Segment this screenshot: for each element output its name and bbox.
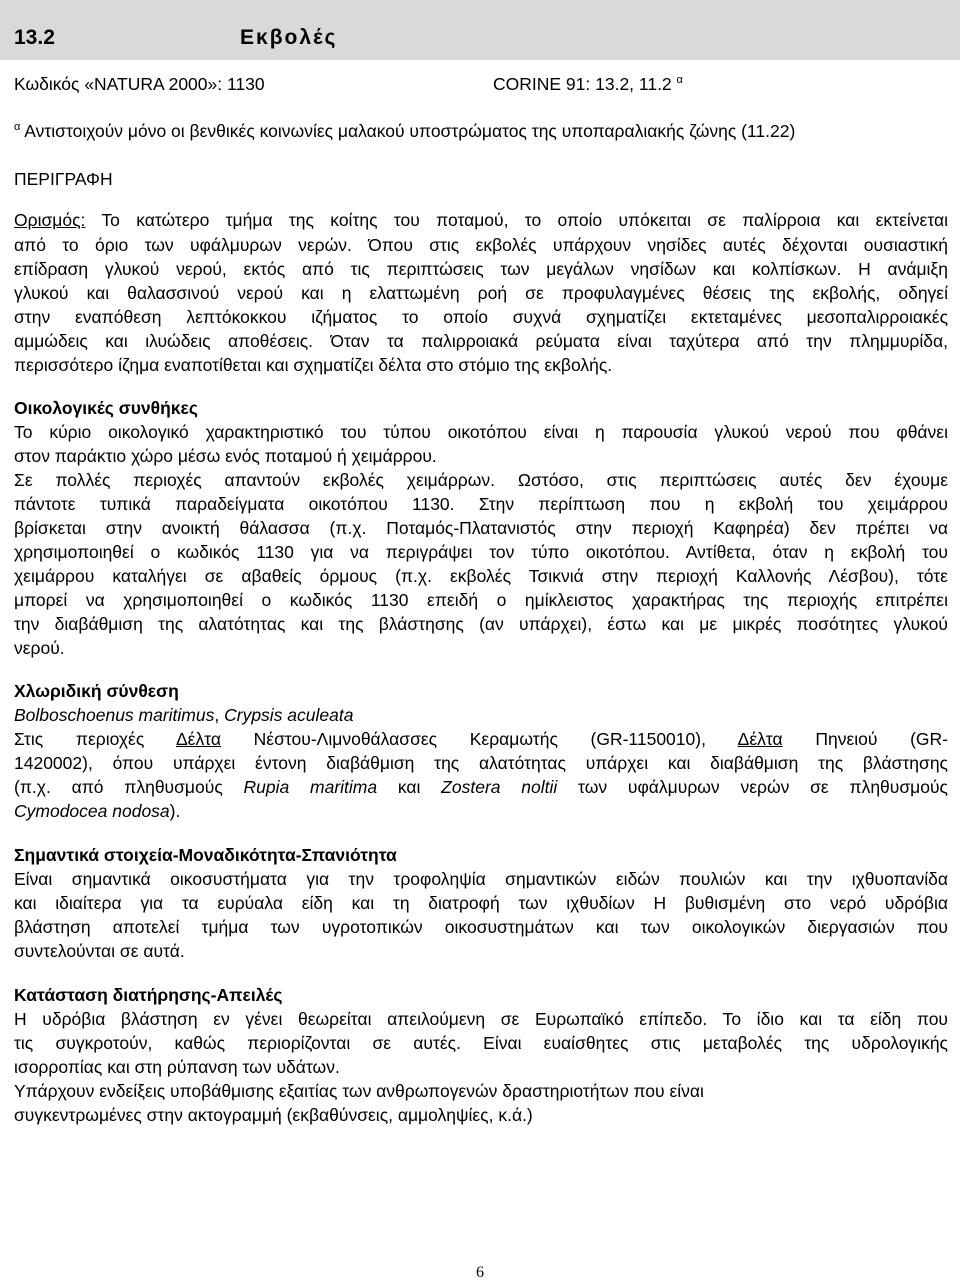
description-line: από το όριο των υφάλμυρων νερών. Όπου στις εκβολές υπάρχουν νησίδες αυτές δέχονται ουσιαστική [14, 235, 948, 255]
description-heading: ΠΕΡΙΓΡΑΦΗ [14, 169, 113, 189]
conservation-line: ισορροπίας και στη ρύπανση των υδάτων. [14, 1057, 340, 1077]
page-number: 6 [476, 1264, 484, 1281]
natura-code: Κωδικός «NATURA 2000»: 1130 [14, 74, 265, 94]
corine-superscript: α [676, 74, 683, 86]
definition-label: Ορισμός: [14, 210, 86, 230]
conservation-heading: Κατάσταση διατήρησης-Απειλές [14, 985, 283, 1005]
significance-line: συντελούνται σε αυτά. [14, 941, 185, 961]
description-line: Ορισμός: Το κατώτερο τμήμα της κοίτης του ποταμού, το οποίο υπόκειται σε παλίρροια και εκτείνεται [14, 210, 948, 230]
species-name: Rupia maritima [243, 777, 378, 797]
significance-heading: Σημαντικά στοιχεία-Μοναδικότητα-Σπανιότητα [14, 845, 397, 865]
flora-line: 1420002), όπου υπάρχει έντονη διαβάθμιση της αλατότητας υπάρχει και διαβάθμιση της βλάστησης [14, 753, 948, 773]
species-name: Crypsis aculeata [224, 705, 354, 725]
ecology-line: Το κύριο οικολογικό χαρακτηριστικό του τύπου οικοτόπου είναι η παρουσία γλυκού νερού που φθάνει [14, 422, 948, 442]
ecology-heading: Οικολογικές συνθήκες [14, 398, 198, 418]
conservation-line: συγκεντρωμένες στην ακτογραμμή (εκβαθύνσεις, αμμοληψίες, κ.ά.) [14, 1105, 533, 1125]
conservation-line: τις συγκροτούν, καθώς περιορίζονται σε αυτές. Είναι ευαίσθητες στις μεταβολές της υδρολογικής [14, 1033, 948, 1053]
section-number: 13.2 [14, 26, 55, 49]
delta-link-text: Δέλτα [175, 729, 221, 749]
delta-link-text: Δέλτα [737, 729, 783, 749]
flora-line: Cymodocea nodosa). [14, 801, 181, 821]
species-name: Zostera noltii [441, 777, 558, 797]
significance-line: βλάστηση αποτελεί τμήμα των υγροτοπικών οικοσυστημάτων και των οικολογικών διεργασιών που [14, 917, 948, 937]
species-name: Bolboschoenus maritimus [14, 705, 215, 725]
description-line: γλυκού και θαλασσινού νερού και η ελαττωμένη ροή σε προφυλαγμένες θέσεις της εκβολής, οδηγεί [14, 283, 948, 303]
ecology-line: την διαβάθμιση της αλατότητας και της βλάστησης (αν υπάρχει), έστω και με μικρές ποσότητες γλυκού [14, 614, 948, 634]
ecology-line: χρησιμοποιηθεί ο κωδικός 1130 για να περιγράψει τον τύπο οικοτόπου. Αντίθετα, όταν η εκβολή του [14, 542, 948, 562]
flora-heading: Χλωριδική σύνθεση [14, 681, 179, 701]
flora-species: Bolboschoenus maritimus, Crypsis aculeata [14, 705, 354, 725]
footnote-superscript: α [14, 121, 21, 133]
section-header [0, 0, 960, 60]
flora-line: Στις περιοχές Δέλτα Νέστου-Λιμνοθάλασσες Κεραμωτής (GR-1150010), Δέλτα Πηνειού (GR- [14, 729, 948, 749]
description-line: επίδραση γλυκού νερού, εκτός από τις περιπτώσεις των μεγάλων νησίδων και κολπίσκων. Η ανάμιξη [14, 259, 948, 279]
ecology-line: Σε πολλές περιοχές απαντούν εκβολές χειμάρρων. Ωστόσο, στις περιπτώσεις αυτές δεν έχουμε [14, 470, 948, 490]
description-line: περισσότερο ίζημα εναποτίθεται και σχηματίζει δέλτα στο στόμιο της εκβολής. [14, 355, 613, 375]
ecology-line: νερού. [14, 638, 65, 658]
flora-line: (π.χ. από πληθυσμούς Rupia maritima και Zostera noltii των υφάλμυρων νερών σε πληθυσμούς [14, 777, 948, 797]
conservation-line: Η υδρόβια βλάστηση εν γένει θεωρείται απειλούμενη σε Ευρωπαϊκό επίπεδο. Το ίδιο και τα είδη που [14, 1009, 948, 1029]
ecology-line: χειμάρρου καταλήγει σε αβαθείς όρμους (π.χ. εκβολές Τσικνιά στην περιοχή Καλλονής Λέσβου), τότε [14, 566, 948, 586]
ecology-line: βρίσκεται στην ανοικτή θάλασσα (π.χ. Ποταμός-Πλατανιστός στην περιοχή Καφηρέα) δεν πρέπει να [14, 518, 948, 538]
ecology-line: πάντοτε τυπικά παραδείγματα οικοτόπου 1130. Στην περίπτωση που η εκβολή του χειμάρρου [14, 494, 948, 514]
significance-line: και ιδιαίτερα για τα ευρύαλα είδη και τη διατροφή των ιχθυδίων Η βυθισμένη στο νερό υδρόβια [14, 893, 948, 913]
description-line: στην εναπόθεση λεπτόκοκκου ιζήματος το οποίο συχνά σχηματίζει εκτεταμένες μεσοπαλιρροιακές [14, 307, 948, 327]
conservation-line: Υπάρχουν ενδείξεις υποβάθμισης εξαιτίας των ανθρωπογενών δραστηριοτήτων που είναι [14, 1081, 704, 1101]
significance-line: Είναι σημαντικά οικοσυστήματα για την τροφοληψία σημαντικών ειδών πουλιών και την ιχθυοπανίδα [14, 869, 948, 889]
ecology-line: μπορεί να χρησιμοποιηθεί ο κωδικός 1130 επειδή ο ημίκλειστος χαρακτήρας της περιοχής επιτρέπει [14, 590, 948, 610]
description-line: αμμώδεις και ιλυώδεις αποθέσεις. Όταν τα παλιρροιακά ρεύματα είναι ταχύτερα από την πλημμυρίδα, [14, 331, 948, 351]
footnote-text: Αντιστοιχούν μόνο οι βενθικές κοινωνίες μαλακού υποστρώματος της υποπαραλιακής ζώνης (11.22) [24, 121, 796, 141]
corine-code: CORINE 91: 13.2, 11.2 $^\alpha$ [493, 74, 683, 94]
ecology-line: στον παράκτιο χώρο μέσω ενός ποταμού ή χειμάρρου. [14, 446, 437, 466]
species-name: Cymodocea nodosa [14, 801, 170, 821]
section-title: Εκβολές [240, 26, 338, 49]
footnote [14, 121, 795, 142]
